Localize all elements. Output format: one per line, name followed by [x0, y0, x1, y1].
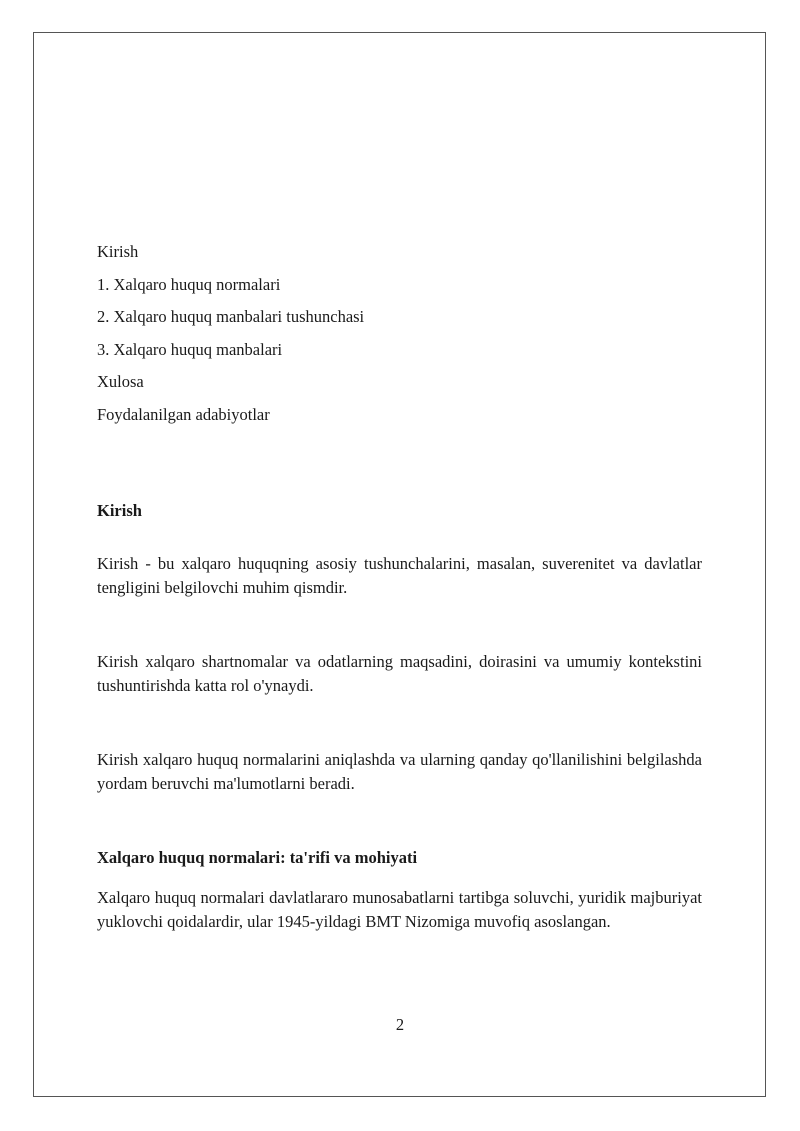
intro-heading: Kirish — [97, 501, 142, 520]
toc-item-references: Foydalanilgan adabiyotlar — [97, 404, 270, 424]
toc-item-intro: Kirish — [97, 242, 139, 261]
norms-paragraph: Xalqaro huquq normalari davlatlararo munosabatlarni tartibga soluvchi, yuridik majburiyat yuklovchi qoidalardir, ular 1945-yildagi BMT Nizomiga muvofiq asoslangan. — [97, 888, 702, 931]
page-number: 2 — [395, 1015, 405, 1034]
intro-paragraph-1: Kirish - bu xalqaro huquqning asosiy tushunchalarini, masalan, suverenitet va davlatlar tengligini belgilovchi muhim qismdir. — [97, 554, 702, 597]
intro-paragraph-2: Kirish xalqaro shartnomalar va odatlarning maqsadini, doirasini va umumiy kontekstini tushuntirishda katta rol o'ynaydi. — [97, 652, 702, 695]
toc-item-conclusion: Xulosa — [97, 372, 144, 392]
norms-heading: Xalqaro huquq normalari: ta'rifi va mohiyati — [97, 848, 418, 867]
toc-item-norms: 1. Xalqaro huquq normalari — [97, 274, 281, 294]
toc-item-sources: 3. Xalqaro huquq manbalari — [97, 339, 283, 359]
table-of-contents — [97, 240, 702, 436]
toc-item-sources-concept: 2. Xalqaro huquq manbalari tushunchasi — [97, 307, 365, 327]
intro-paragraph-3: Kirish xalqaro huquq normalarini aniqlashda va ularning qanday qo'llanilishini belgilashda yordam beruvchi ma'lumotlarni beradi. — [97, 750, 702, 793]
